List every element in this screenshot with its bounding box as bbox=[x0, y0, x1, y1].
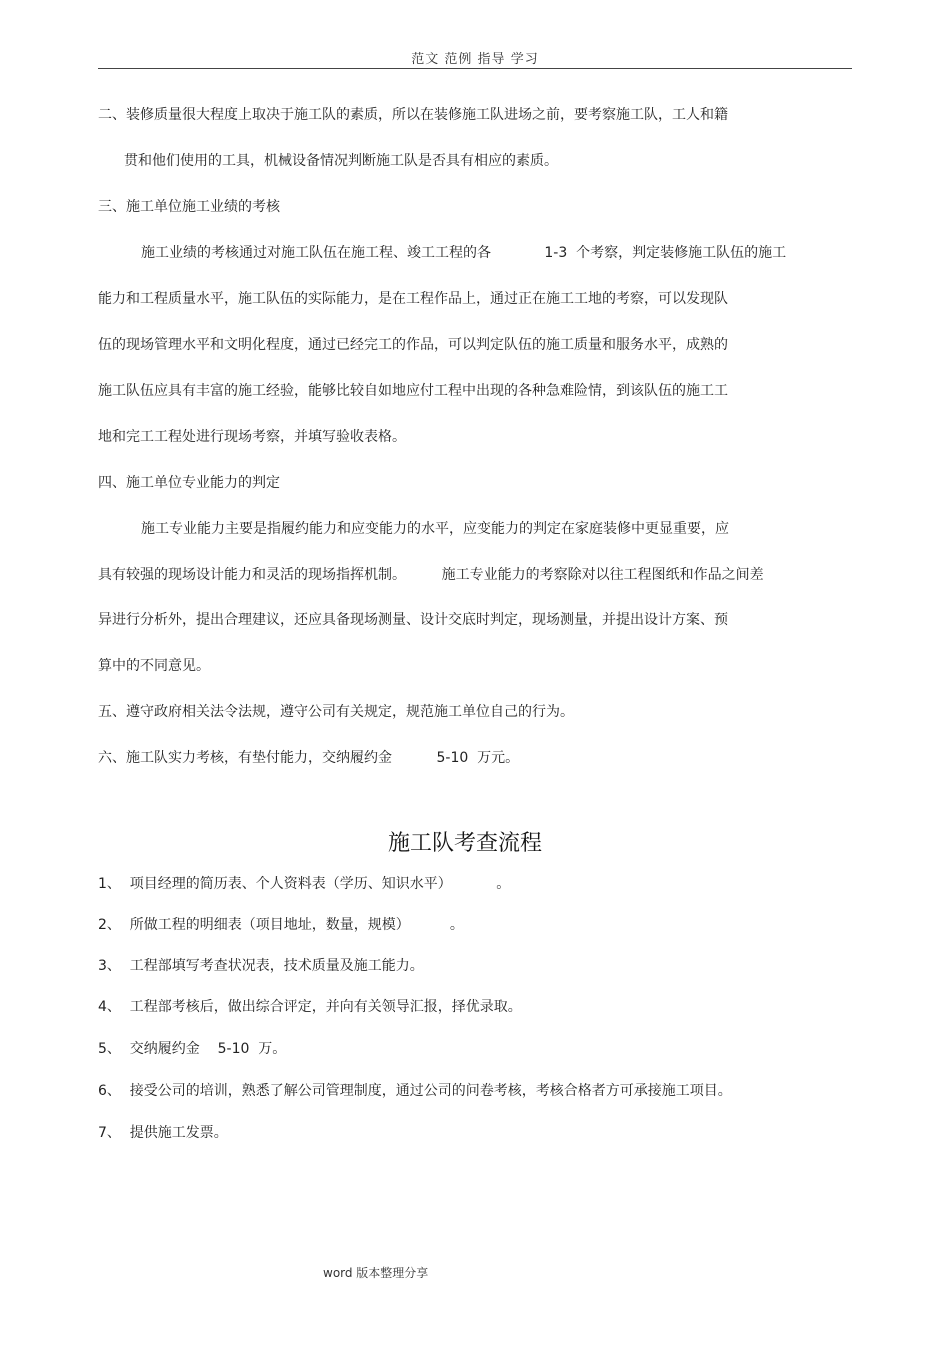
body-line: 四、施工单位专业能力的判定 bbox=[98, 475, 280, 491]
header-divider bbox=[98, 68, 852, 69]
body-line: 二、装修质量很大程度上取决于施工队的素质，所以在装修施工队进场之前，要考察施工队，工人和籍 bbox=[98, 107, 728, 123]
body-line: 六、施工队实力考核，有垫付能力，交纳履约金 5-10 万元。 bbox=[98, 750, 520, 766]
body-line: 施工专业能力主要是指履约能力和应变能力的水平，应变能力的判定在家庭装修中更显重要，应 bbox=[141, 521, 729, 537]
body-line: 算中的不同意见。 bbox=[98, 658, 210, 674]
body-line: 五、遵守政府相关法令法规，遵守公司有关规定，规范施工单位自己的行为。 bbox=[98, 704, 574, 720]
body-line: 伍的现场管理水平和文明化程度，通过已经完工的作品，可以判定队伍的施工质量和服务水平，成熟的 bbox=[98, 337, 728, 353]
body-line: 能力和工程质量水平，施工队伍的实际能力，是在工程作品上，通过正在施工工地的考察，可以发现队 bbox=[98, 291, 728, 307]
body-line: 异进行分析外，提出合理建议，还应具备现场测量、设计交底时判定，现场测量，并提出设计方案、预 bbox=[98, 612, 728, 628]
page-header: 范文 范例 指导 学习 bbox=[411, 52, 539, 67]
section-title: 施工队考查流程 bbox=[387, 831, 542, 856]
page-footer: word 版本整理分享 bbox=[323, 1266, 429, 1280]
list-item: 6、 接受公司的培训，熟悉了解公司管理制度，通过公司的问卷考核，考核合格者方可承接施工项目。 bbox=[98, 1083, 732, 1099]
list-item: 1、 项目经理的简历表、个人资料表（学历、知识水平） 。 bbox=[98, 876, 511, 892]
body-line: 施工业绩的考核通过对施工队伍在施工程、竣工工程的各 1-3 个考察，判定装修施工队伍的施工 bbox=[141, 245, 787, 261]
body-line: 贯和他们使用的工具，机械设备情况判断施工队是否具有相应的素质。 bbox=[124, 153, 558, 169]
body-line: 具有较强的现场设计能力和灵活的现场指挥机制。 施工专业能力的考察除对以往工程图纸和作品之间差 bbox=[98, 567, 764, 583]
list-item: 7、 提供施工发票。 bbox=[98, 1125, 228, 1141]
list-item: 2、 所做工程的明细表（项目地址，数量，规模） 。 bbox=[98, 917, 464, 933]
body-line: 三、施工单位施工业绩的考核 bbox=[98, 199, 280, 215]
list-item: 5、 交纳履约金 5-10 万。 bbox=[98, 1041, 287, 1057]
list-item: 3、 工程部填写考查状况表，技术质量及施工能力。 bbox=[98, 958, 424, 974]
list-item: 4、 工程部考核后，做出综合评定，并向有关领导汇报，择优录取。 bbox=[98, 999, 522, 1015]
body-line: 地和完工工程处进行现场考察，并填写验收表格。 bbox=[98, 429, 406, 445]
body-line: 施工队伍应具有丰富的施工经验，能够比较自如地应付工程中出现的各种急难险情，到该队伍的施工工 bbox=[98, 383, 728, 399]
